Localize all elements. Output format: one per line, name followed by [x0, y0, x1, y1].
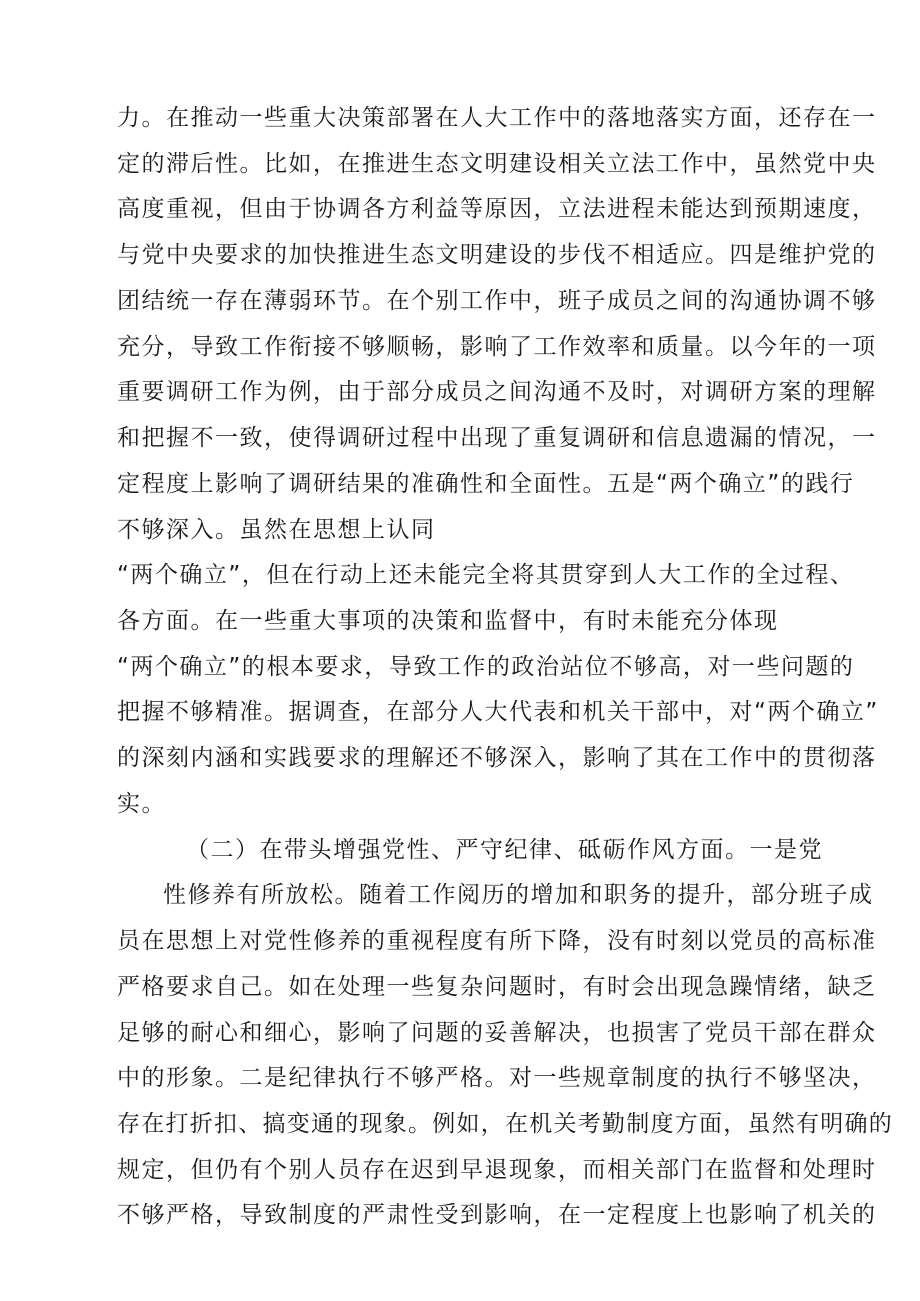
text-line: 员在思想上对党性修养的重视程度有所下降，没有时刻以党员的高标准: [117, 928, 877, 954]
text-line: 的深刻内涵和实践要求的理解还不够深入，影响了其在工作中的贯彻落: [117, 745, 877, 771]
section-heading: （二）在带头增强党性、严守纪律、砥砺作风方面。一是党: [186, 837, 823, 863]
text-line: 与党中央要求的加快推进生态文明建设的步伐不相适应。四是维护党的: [117, 242, 877, 268]
text-line: 各方面。在一些重大事项的决策和监督中，有时未能充分体现: [117, 608, 779, 634]
text-line: 和把握不一致，使得调研过程中出现了重复调研和信息遗漏的情况，一: [117, 425, 877, 451]
text-line: 严格要求自己。如在处理一些复杂问题时，有时会出现急躁情绪，缺乏: [117, 974, 877, 1000]
text-line: 力。在推动一些重大决策部署在人大工作中的落地落实方面，还存在一: [117, 105, 877, 131]
text-line: 不够严格，导致制度的严肃性受到影响，在一定程度上也影响了机关的: [117, 1202, 877, 1228]
text-line: 充分，导致工作衔接不够顺畅，影响了工作效率和质量。以今年的一项: [117, 334, 877, 360]
text-line: 不够深入。虽然在思想上认同: [117, 517, 436, 543]
text-line: 性修养有所放松。随着工作阅历的增加和职务的提升，部分班子成: [163, 882, 874, 908]
text-line: 实。: [117, 791, 166, 817]
text-line: 定的滞后性。比如，在推进生态文明建设相关立法工作中，虽然党中央: [117, 151, 877, 177]
text-line: “两个确立”的根本要求，导致工作的政治站位不够高，对一些问题的: [117, 654, 855, 680]
text-line: 高度重视，但由于协调各方利益等原因，立法进程未能达到预期速度，: [117, 196, 877, 222]
text-line: 足够的耐心和细心，影响了问题的妥善解决，也损害了党员干部在群众: [117, 1020, 877, 1046]
text-line: 存在打折扣、搞变通的现象。例如，在机关考勤制度方面，虽然有明确的: [117, 1111, 893, 1137]
text-line: 团结统一存在薄弱环节。在个别工作中，班子成员之间的沟通协调不够: [117, 288, 877, 314]
text-line: 把握不够精准。据调查，在部分人大代表和机关干部中，对“两个确立”: [117, 699, 879, 725]
text-line: 定程度上影响了调研结果的准确性和全面性。五是“两个确立”的践行: [117, 471, 855, 497]
text-line: 规定，但仍有个别人员存在迟到早退现象，而相关部门在监督和处理时: [117, 1157, 877, 1183]
text-line: “两个确立”，但在行动上还未能完全将其贯穿到人大工作的全过程、: [117, 562, 855, 588]
text-line: 中的形象。二是纪律执行不够严格。对一些规章制度的执行不够坚决，: [117, 1065, 877, 1091]
text-line: 重要调研工作为例，由于部分成员之间沟通不及时，对调研方案的理解: [117, 379, 877, 405]
